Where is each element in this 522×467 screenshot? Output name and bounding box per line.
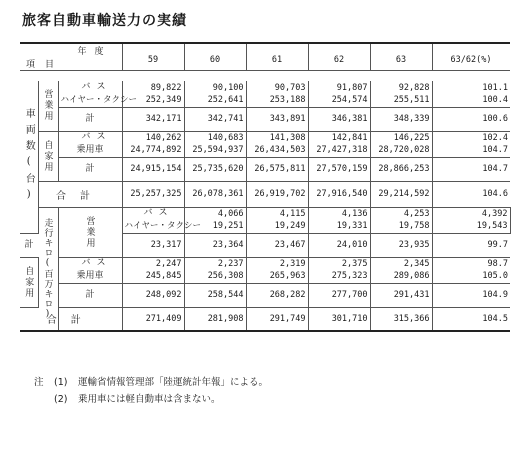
year-60: 60 [209, 55, 221, 65]
label-passenger-car: 乗用車 [76, 270, 104, 281]
cell: 4,136 [308, 207, 370, 220]
cell: 268,282 [246, 283, 308, 307]
page-title: 旅客自動車輸送力の実績 [22, 13, 187, 29]
cell: 291,431 [370, 283, 432, 307]
cell: 26,434,503 [246, 144, 308, 157]
cell: 28,720,028 [370, 144, 432, 157]
cell: 100.4 [432, 94, 510, 107]
note-text: 運輸省情報管理部「陸運統計年報」による。 [78, 377, 269, 388]
table-row [20, 181, 510, 207]
cell: 2,345 [370, 257, 432, 270]
cell: 23,317 [122, 233, 184, 257]
cell: 2,375 [308, 257, 370, 270]
label-subtotal: 計 [58, 283, 122, 307]
cell: 289,086 [370, 270, 432, 283]
table-row [20, 81, 510, 94]
cell: 91,807 [308, 81, 370, 94]
year-63: 63 [395, 55, 407, 65]
cell: 342,741 [184, 107, 246, 131]
cell: 27,570,159 [308, 157, 370, 181]
label-total: 合計 [20, 307, 122, 331]
label-subtotal: 計 [58, 157, 122, 181]
cell: 104.9 [432, 283, 510, 307]
notes [34, 374, 268, 408]
cell: 315,366 [370, 307, 432, 331]
cell: 277,700 [308, 283, 370, 307]
cell: 342,171 [122, 107, 184, 131]
note-1 [34, 374, 268, 391]
label-bus: バス [143, 208, 174, 219]
cell: 19,758 [370, 220, 432, 233]
cell: 281,908 [184, 307, 246, 331]
cell: 98.7 [432, 257, 510, 270]
year-ratio: 63/62(%) [450, 55, 492, 65]
cell: 4,115 [246, 207, 308, 220]
cell: 90,100 [184, 81, 246, 94]
cell: 301,710 [308, 307, 370, 331]
cell: 100.6 [432, 107, 510, 131]
cell: 25,257,325 [122, 181, 184, 207]
section-distance: 走行キロ(百万キロ) [38, 207, 58, 331]
table-row [20, 157, 510, 181]
table-row [20, 270, 510, 283]
cell: 146,225 [370, 131, 432, 144]
cell: 104.7 [432, 144, 510, 157]
cell: 26,575,811 [246, 157, 308, 181]
cell: 2,319 [246, 257, 308, 270]
cell: 255,511 [370, 94, 432, 107]
cell: 27,916,540 [308, 181, 370, 207]
cell: 248,092 [122, 283, 184, 307]
cell: 105.0 [432, 270, 510, 283]
cell: 99.7 [432, 233, 510, 257]
cell: 102.4 [432, 131, 510, 144]
cell: 343,891 [246, 107, 308, 131]
group-commercial: 営業用 [58, 207, 122, 257]
cell: 275,323 [308, 270, 370, 283]
cell: 25,594,937 [184, 144, 246, 157]
table-row [20, 207, 510, 220]
cell: 26,919,702 [246, 181, 308, 207]
label-subtotal: 計 [58, 107, 122, 131]
table-row [20, 107, 510, 131]
table-row [20, 94, 510, 107]
cell: 271,409 [122, 307, 184, 331]
cell: 27,427,318 [308, 144, 370, 157]
cell: 92,828 [370, 81, 432, 94]
cell: 23,467 [246, 233, 308, 257]
label-hire-taxi: ハイヤー・タクシー [60, 94, 138, 105]
table-row [20, 283, 510, 307]
note-label: 注 [34, 377, 44, 388]
label-total: 合計 [38, 181, 122, 207]
cell: 141,308 [246, 131, 308, 144]
note-2 [34, 391, 268, 408]
label-bus: バス [58, 131, 122, 144]
cell: 24,774,892 [122, 144, 184, 157]
header-item-label: 項目 [20, 57, 122, 71]
cell: 104.7 [432, 157, 510, 181]
cell: 2,247 [122, 257, 184, 270]
cell: 2,237 [184, 257, 246, 270]
table-row [20, 131, 510, 144]
cell: 291,749 [246, 307, 308, 331]
table-row [20, 307, 510, 331]
cell: 140,683 [184, 131, 246, 144]
cell: 252,641 [184, 94, 246, 107]
cell: 19,331 [308, 220, 370, 233]
cell: 142,841 [308, 131, 370, 144]
label-subtotal: 計 [20, 233, 38, 257]
cell: 29,214,592 [370, 181, 432, 207]
cell: 4,253 [370, 207, 432, 220]
cell: 252,349 [122, 94, 184, 107]
note-index: (1) [54, 377, 68, 388]
section-vehicles: 車両数(台) [20, 81, 38, 233]
year-59: 59 [147, 55, 159, 65]
label-hire-taxi: ハイヤー・タクシー [124, 220, 202, 231]
cell: 19,251 [184, 220, 246, 233]
cell: 4,392 [432, 207, 510, 220]
cell: 90,703 [246, 81, 308, 94]
year-62: 62 [333, 55, 345, 65]
cell: 26,078,361 [184, 181, 246, 207]
cell: 253,188 [246, 94, 308, 107]
cell: 25,735,620 [184, 157, 246, 181]
cell: 348,339 [370, 107, 432, 131]
cell: 254,574 [308, 94, 370, 107]
cell: 23,935 [370, 233, 432, 257]
group-private: 自家用 [20, 257, 38, 307]
cell: 4,066 [184, 207, 246, 220]
transport-table [20, 42, 510, 332]
group-private: 自家用 [38, 131, 58, 181]
cell: 19,543 [432, 220, 510, 233]
cell: 258,544 [184, 283, 246, 307]
label-bus: バス [81, 82, 112, 92]
cell: 101.1 [432, 81, 510, 94]
header-year-label: 年度 [20, 43, 122, 57]
note-text: 乗用車には軽自動車は含まない。 [78, 394, 221, 405]
cell: 104.6 [432, 181, 510, 207]
cell: 140,262 [122, 131, 184, 144]
cell: 256,308 [184, 270, 246, 283]
group-commercial: 営業用 [38, 81, 58, 131]
cell: 104.5 [432, 307, 510, 331]
table-row [20, 257, 510, 270]
cell: 23,364 [184, 233, 246, 257]
cell: 24,915,154 [122, 157, 184, 181]
cell: 19,249 [246, 220, 308, 233]
cell: 265,963 [246, 270, 308, 283]
cell: 28,866,253 [370, 157, 432, 181]
cell: 89,822 [122, 81, 184, 94]
year-61: 61 [271, 55, 283, 65]
cell: 346,381 [308, 107, 370, 131]
cell: 24,010 [308, 233, 370, 257]
label-passenger-car: 乗用車 [76, 144, 104, 155]
note-index: (2) [54, 394, 68, 405]
table-row [20, 144, 510, 157]
label-bus: バス [58, 257, 122, 270]
cell: 245,845 [122, 270, 184, 283]
